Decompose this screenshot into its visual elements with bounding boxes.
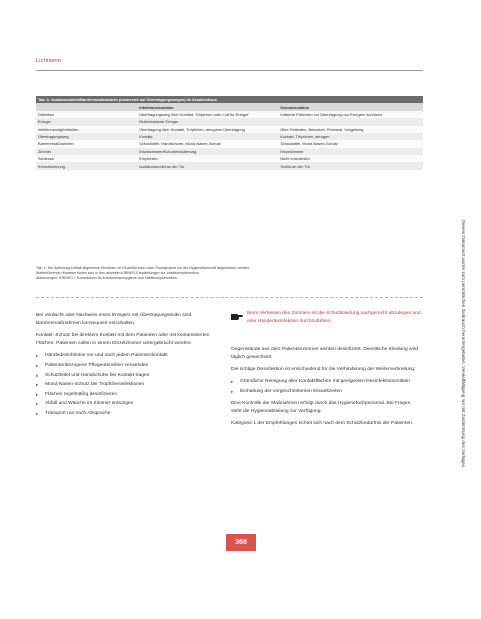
table-header-cell: Infektionsisolation	[137, 103, 278, 110]
table-cell: Schutzkittel, Handschuhe, Mund-Nasen-Schutz	[137, 140, 278, 147]
paragraph: Die richtige Desinfektion ist entscheidend für die Verhinderung der Weiterverbreitung:	[231, 367, 416, 373]
isolation-table	[36, 96, 423, 170]
table-row	[36, 155, 423, 162]
list-item: ▸ Händedesinfektion vor und nach jedem Patientenkontakt	[36, 352, 222, 360]
footnote: Tab. 1: Die Auflistung enthält allgemeine Hinweise, im Einzelfall kann nach Rücksprache mit der Hygienefachkraft abgewichen werden.	[36, 266, 251, 270]
table-cell: Definition	[36, 111, 137, 118]
table-cell: Empfohlen	[137, 155, 278, 162]
paragraph: Gegenstände aus dem Patientenzimmer werden desinfiziert. Dienstliche Kleidung wird täglich gewechselt.	[231, 347, 419, 361]
header-rule	[36, 70, 423, 71]
left-column	[36, 312, 222, 422]
table-cell: Infizierte Patienten vor Übertragung von Erregern schützen	[278, 111, 423, 118]
table-cell: Isolationsschild an der Tür	[137, 162, 278, 169]
paragraph: Kategorie 1 der Empfehlungen richtet sich nach dem Schutzbedürfnis der Patienten.	[231, 421, 414, 427]
table-cell: Übertragungsweg über Kontakt, Tröpfchen oder Luft für Erreger	[137, 111, 278, 118]
section-divider	[36, 297, 423, 298]
paragraph: Eine Kontrolle der Maßnahmen erfolgt durch das Hygienefachpersonal. Bei Fragen steht die Hygieneabteilung zur Verfügung.	[231, 400, 411, 415]
list-item: ▸ Gründliche Reinigung aller Kontaktflächen mit geeigneten Desinfektionsmitteln	[231, 378, 421, 386]
hint-text: Beim Verlassen des Zimmers ist die Schutzkleidung sachgerecht abzulegen und eine Händedesinfektion durchzuführen.	[247, 311, 421, 325]
table-row	[36, 148, 423, 155]
table-cell: Übertragungsweg	[36, 133, 137, 140]
pointing-hand-icon	[231, 312, 243, 320]
list-item: ▸ Patientenbezogene Pflegeutensilien verwenden	[36, 362, 222, 370]
list-item: ▸ Schutzkittel und Handschuhe bei Kontakt tragen	[36, 372, 222, 380]
table-header-cell	[36, 103, 137, 110]
bullet-list	[231, 378, 421, 396]
list-item: ▸ Flächen regelmäßig desinfizieren	[36, 391, 222, 399]
table-cell: Über Patienten, Besucher, Personal, Umgebung	[278, 126, 423, 133]
side-text: Dieses Dokument wurde zum persönlichen Gebrauch heruntergeladen. Vervielfältigung nur mit Zustimmung des Verlages.	[461, 220, 466, 469]
paragraph: Kontakt: Schutz bei direktem Kontakt mit dem Patienten oder mit kontaminierten Flächen. Patienten sollen in einem Einzelzimmer untergebracht werden.	[36, 333, 210, 347]
running-header: Lichtwein	[36, 58, 62, 64]
table-footnotes	[36, 266, 423, 280]
right-column	[231, 346, 421, 432]
table-cell: Kennzeichnung	[36, 162, 137, 169]
table-cell: Infektionsmöglichkeiten	[36, 126, 137, 133]
table-cell: Schild an der Tür	[278, 162, 423, 169]
table-cell: Erreger	[36, 118, 137, 125]
table-cell: Zimmer	[36, 148, 137, 155]
table-cell	[278, 118, 423, 125]
table-row	[36, 140, 423, 147]
table-row	[36, 162, 423, 169]
table-row	[36, 126, 423, 133]
list-item: ▸ Mund-Nasen-Schutz bei Tröpfcheninfektionen	[36, 381, 222, 389]
table-cell: Schleuse	[36, 155, 137, 162]
table-cell: Multiresistente Erreger	[137, 118, 278, 125]
paragraph: Bei Verdacht oder Nachweis eines Erregers mit Übertragungsrisiko sind Barrieremaßnahmen konsequent einzuhalten.	[36, 313, 192, 327]
table-cell: Einzelzimmer	[278, 148, 423, 155]
footnote: Weiterführende Hinweise finden sich in den aktuellen KRINKO-Empfehlungen zur Infektionsprävention.	[36, 270, 200, 275]
list-item: ▸ Einhaltung der vorgeschriebenen Einwirkzeiten	[231, 388, 421, 396]
page-number: 368	[226, 534, 256, 551]
table-cell: Barrieremaßnahmen	[36, 140, 137, 147]
table-cell: Kontakt	[137, 133, 278, 140]
table-cell: Übertragung über Kontakt, Tröpfchen, aerogene Übertragung	[137, 126, 278, 133]
footnote: Abkürzungen: KRINKO = Kommission für Krankenhaushygiene und Infektionsprävention.	[36, 275, 178, 280]
table-cell: Nicht erforderlich	[278, 155, 423, 162]
table-header-cell: Schutzisolation	[278, 103, 423, 110]
side-copyright-note	[458, 220, 468, 520]
table-row	[36, 111, 423, 118]
table-row	[36, 133, 423, 140]
table-row	[36, 118, 423, 125]
table-caption-row	[36, 96, 423, 103]
list-item: ▸ Transport nur nach Absprache	[36, 410, 222, 418]
table-cell: Schutzkittel, Mund-Nasen-Schutz	[278, 140, 423, 147]
bullet-list	[36, 352, 222, 418]
list-item: ▸ Abfall und Wäsche im Zimmer entsorgen	[36, 400, 222, 408]
table-caption: Tab. 1: Isolationsarten/Barrieremaßnahmen (basierend auf Übertragungswegen) im Krankenhaus	[36, 96, 423, 103]
table-cell: Einzelzimmer/Kohortenisolierung	[137, 148, 278, 155]
table-cell: Kontakt, Tröpfchen, aerogen	[278, 133, 423, 140]
table-header-row	[36, 103, 423, 110]
